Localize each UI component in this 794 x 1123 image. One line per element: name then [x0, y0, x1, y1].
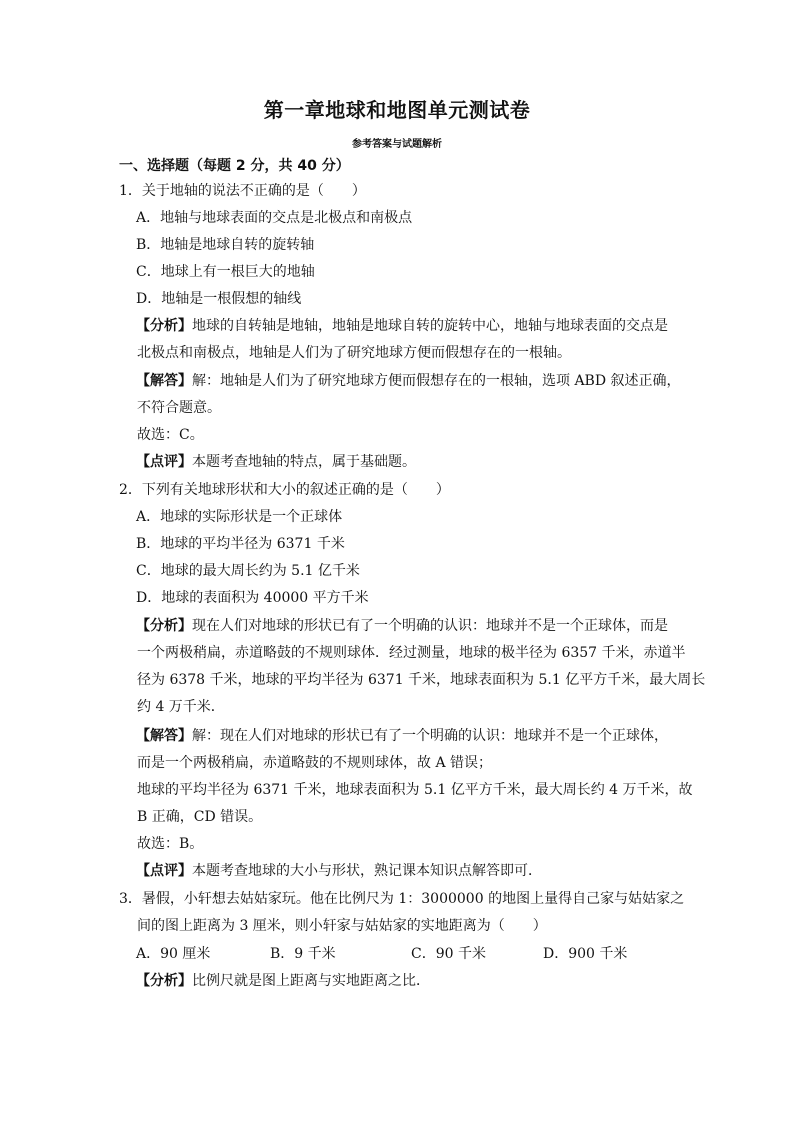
section-heading: 一、选择题（每题 2 分，共 40 分）	[119, 158, 350, 174]
q2-option-d: D．地球的表面积为 40000 平方千米	[136, 590, 369, 606]
question-2-stem: 2．下列有关地球形状和大小的叙述正确的是（ ）	[119, 482, 450, 498]
q2-analysis	[136, 617, 668, 635]
q1-option-d: D．地轴是一根假想的轴线	[136, 291, 302, 307]
q2-comment	[136, 862, 542, 880]
q2-option-c: C．地球的最大周长约为 5.1 亿千米	[136, 563, 360, 579]
question-1-stem: 1．关于地轴的说法不正确的是（ ）	[119, 183, 366, 199]
q1-option-a: A．地轴与地球表面的交点是北极点和南极点	[136, 210, 413, 226]
q2-analysis-text-4: 约 4 万千米．	[137, 699, 225, 715]
q2-analysis-text-1: 现在人们对地球的形状已有了一个明确的认识：地球并不是一个正球体，而是	[192, 618, 668, 634]
q1-option-b: B．地轴是地球自转的旋转轴	[136, 237, 315, 253]
q1-analysis	[136, 317, 668, 335]
q2-answer-choice: 故选：B。	[137, 836, 204, 852]
comment-tag: 【点评】	[136, 454, 192, 470]
q1-answer-text-2: 不符合题意。	[137, 400, 221, 416]
q2-comment-text: 本题考查地球的大小与形状，熟记课本知识点解答即可．	[192, 863, 542, 879]
q1-answer-text-1: 解：地轴是人们为了研究地球方便而假想存在的一根轴，选项 ABD 叙述正确，	[192, 373, 681, 389]
q1-answer	[136, 372, 681, 390]
q1-analysis-text-1: 地球的自转轴是地轴，地轴是地球自转的旋转中心，地轴与地球表面的交点是	[192, 318, 668, 334]
q1-comment-text: 本题考查地轴的特点，属于基础题。	[192, 454, 416, 470]
q1-comment	[136, 453, 416, 471]
q2-analysis-text-3: 径为 6378 千米，地球的平均半径为 6371 千米，地球表面积为 5.1 亿平方千米，最大周长	[137, 672, 706, 688]
page-title: 第一章地球和地图单元测试卷	[263, 98, 531, 122]
q3-option-b: B．9 千米	[270, 946, 336, 962]
analysis-tag: 【分析】	[136, 318, 192, 334]
analysis-tag: 【分析】	[136, 973, 192, 989]
page-subtitle: 参考答案与试题解析	[352, 139, 442, 150]
q2-answer	[136, 727, 668, 745]
q2-option-b: B．地球的平均半径为 6371 千米	[136, 536, 345, 552]
answer-tag: 【解答】	[136, 373, 192, 389]
q1-answer-choice: 故选：C。	[137, 427, 204, 443]
q2-answer-text-4: B 正确，CD 错误。	[137, 809, 263, 825]
q3-analysis-text: 比例尺就是图上距离与实地距离之比．	[192, 973, 430, 989]
q1-analysis-text-2: 北极点和南极点，地轴是人们为了研究地球方便而假想存在的一根轴。	[137, 345, 571, 361]
q2-answer-text-3: 地球的平均半径为 6371 千米，地球表面积为 5.1 亿平方千米，最大周长约 4 万千米，故	[137, 782, 693, 798]
q1-option-c: C．地球上有一根巨大的地轴	[136, 264, 315, 280]
answer-tag: 【解答】	[136, 728, 192, 744]
question-3-stem-2: 间的图上距离为 3 厘米，则小轩家与姑姑家的实地距离为（ ）	[137, 918, 547, 934]
q3-option-c: C．90 千米	[411, 946, 486, 962]
analysis-tag: 【分析】	[136, 618, 192, 634]
q2-answer-text-1: 解：现在人们对地球的形状已有了一个明确的认识：地球并不是一个正球体，	[192, 728, 668, 744]
q3-options	[136, 945, 676, 963]
q2-answer-text-2: 而是一个两极稍扁，赤道略鼓的不规则球体，故 A 错误；	[137, 755, 493, 771]
q2-analysis-text-2: 一个两极稍扁，赤道略鼓的不规则球体．经过测量，地球的极半径为 6357 千米，赤道半	[137, 645, 686, 661]
question-3-stem-1: 3．暑假，小轩想去姑姑家玩。他在比例尺为 1：3000000 的地图上量得自己家与姑姑家之	[119, 891, 685, 907]
comment-tag: 【点评】	[136, 863, 192, 879]
q3-option-d: D．900 千米	[543, 946, 628, 962]
q2-option-a: A．地球的实际形状是一个正球体	[136, 509, 343, 525]
q3-analysis	[136, 972, 430, 990]
q3-option-a: A．90 厘米	[136, 946, 211, 962]
